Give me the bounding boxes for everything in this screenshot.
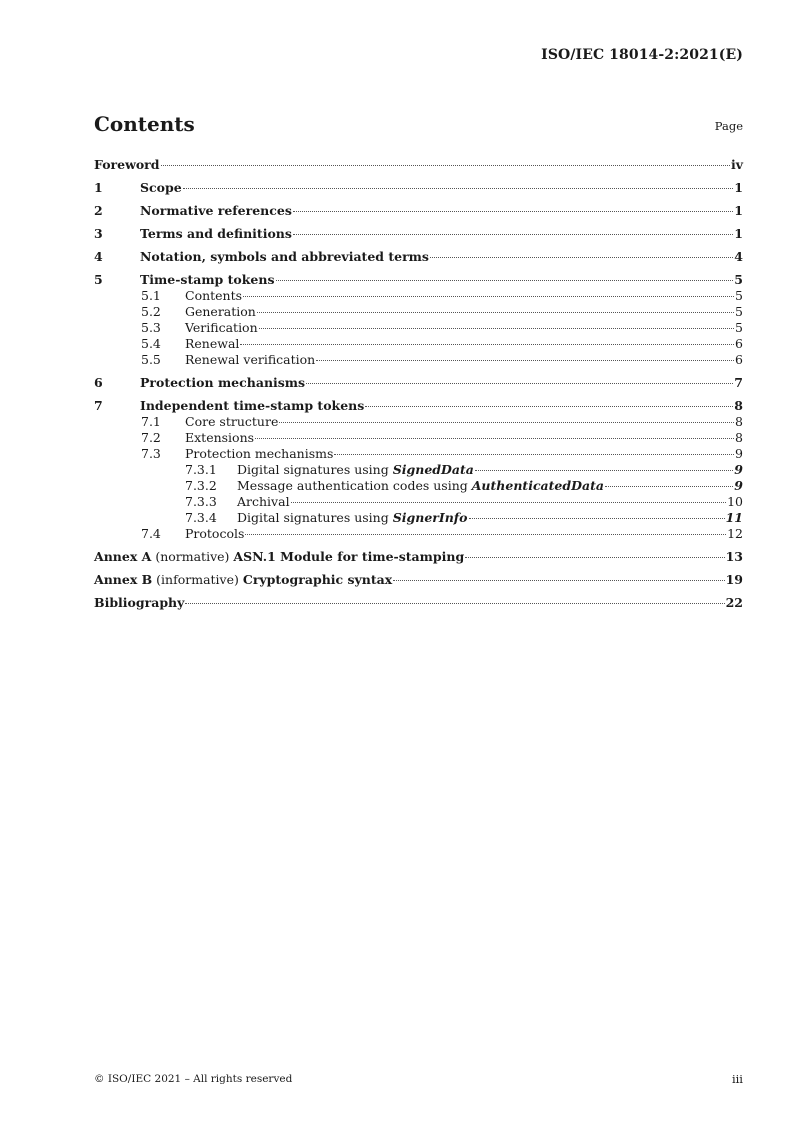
toc-entry-page: 5 bbox=[735, 304, 743, 319]
toc-entry-page: 13 bbox=[725, 549, 743, 564]
toc-entry-page: 5 bbox=[734, 272, 743, 287]
toc-entry-number: 5.5 bbox=[141, 352, 161, 367]
dot-leader bbox=[259, 328, 734, 329]
toc-entry-title: Extensions bbox=[185, 430, 255, 445]
toc-entry-3[interactable] bbox=[94, 226, 743, 242]
toc-entry-page: 11 bbox=[725, 510, 743, 525]
dot-leader bbox=[183, 188, 734, 189]
annex-label: Annex A bbox=[94, 549, 152, 564]
toc-entry-page: 10 bbox=[727, 494, 743, 509]
dot-leader bbox=[465, 557, 724, 558]
toc-entry-number: 5.4 bbox=[141, 336, 161, 351]
toc-entry-number: 1 bbox=[94, 180, 103, 195]
copyright-footer: © ISO/IEC 2021 – All rights reserved bbox=[94, 1073, 293, 1085]
toc-entry-page: 5 bbox=[735, 320, 743, 335]
toc-entry-page: 1 bbox=[734, 180, 743, 195]
toc-entry-page: 1 bbox=[734, 226, 743, 241]
toc-entry-number: 7.4 bbox=[141, 526, 161, 541]
dot-leader bbox=[245, 534, 726, 535]
toc-entry-page: 9 bbox=[735, 446, 743, 461]
toc-entry-page: 6 bbox=[735, 336, 743, 351]
toc-entry-title: Digital signatures using SignerInfo bbox=[237, 510, 468, 525]
toc-entry-page: 19 bbox=[725, 572, 743, 587]
toc-entry-annex-b[interactable] bbox=[94, 572, 743, 588]
toc-entry-title bbox=[94, 572, 392, 588]
toc-entry-5[interactable] bbox=[94, 272, 743, 288]
document-id-header: ISO/IEC 18014-2:2021(E) bbox=[541, 47, 743, 63]
dot-leader bbox=[276, 280, 734, 281]
toc-entry-page: 9 bbox=[734, 478, 743, 493]
toc-entry-title: Message authentication codes using AuthenticatedData bbox=[237, 478, 604, 493]
toc-entry-title: Verification bbox=[185, 320, 258, 335]
toc-entry-page: iv bbox=[730, 157, 743, 172]
toc-entry-title-emphasis: SignedData bbox=[392, 462, 474, 477]
dot-leader bbox=[316, 360, 734, 361]
toc-entry-7-2[interactable] bbox=[94, 430, 743, 446]
toc-entry-title-emphasis: SignerInfo bbox=[392, 510, 468, 525]
dot-leader bbox=[255, 438, 734, 439]
toc-entry-6[interactable] bbox=[94, 375, 743, 391]
dot-leader bbox=[293, 234, 733, 235]
toc-entry-page: 1 bbox=[734, 203, 743, 218]
toc-entry-page: 8 bbox=[735, 414, 743, 429]
dot-leader bbox=[291, 502, 727, 503]
toc-entry-number: 6 bbox=[94, 375, 103, 390]
toc-entry-title: Bibliography bbox=[94, 595, 185, 610]
toc-entry-1[interactable] bbox=[94, 180, 743, 196]
toc-entry-title: Archival bbox=[237, 494, 290, 509]
dot-leader bbox=[240, 344, 734, 345]
contents-title: Contents bbox=[94, 112, 195, 136]
toc-entry-title: Independent time-stamp tokens bbox=[140, 398, 365, 413]
toc-entry-title: Renewal verification bbox=[185, 352, 316, 367]
toc-entry-title: Normative references bbox=[140, 203, 292, 218]
dot-leader bbox=[334, 454, 734, 455]
toc-entry-title: Terms and definitions bbox=[140, 226, 292, 241]
toc-entry-title: Digital signatures using SignedData bbox=[237, 462, 474, 477]
toc-entry-bibliography[interactable] bbox=[94, 595, 743, 611]
toc-entry-7-1[interactable] bbox=[94, 414, 743, 430]
toc-entry-number: 7.1 bbox=[141, 414, 161, 429]
toc-entry-title: Time-stamp tokens bbox=[140, 272, 275, 287]
toc-entry-title: Foreword bbox=[94, 157, 160, 172]
toc-entry-number: 2 bbox=[94, 203, 103, 218]
toc-entry-title: Renewal bbox=[185, 336, 240, 351]
table-of-contents bbox=[94, 157, 743, 611]
toc-entry-4[interactable] bbox=[94, 249, 743, 265]
dot-leader bbox=[469, 518, 725, 519]
toc-entry-page: 4 bbox=[734, 249, 743, 264]
page-number: iii bbox=[731, 1072, 743, 1086]
toc-entry-number: 5 bbox=[94, 272, 103, 287]
toc-entry-7-3-1[interactable] bbox=[94, 462, 743, 478]
page-column-label: Page bbox=[714, 119, 743, 133]
toc-entry-foreword[interactable] bbox=[94, 157, 743, 173]
toc-entry-number: 7.2 bbox=[141, 430, 161, 445]
toc-entry-title: Protocols bbox=[185, 526, 245, 541]
toc-entry-number: 4 bbox=[94, 249, 103, 264]
toc-entry-number: 5.1 bbox=[141, 288, 161, 303]
toc-entry-7-3-3[interactable] bbox=[94, 494, 743, 510]
dot-leader bbox=[293, 211, 733, 212]
toc-entry-number: 5.2 bbox=[141, 304, 161, 319]
toc-entry-title: Generation bbox=[185, 304, 256, 319]
toc-entry-5-3[interactable] bbox=[94, 320, 743, 336]
toc-entry-title bbox=[94, 549, 464, 565]
toc-entry-7-3[interactable] bbox=[94, 446, 743, 462]
dot-leader bbox=[430, 257, 733, 258]
toc-entry-7[interactable] bbox=[94, 398, 743, 414]
toc-entry-7-3-2[interactable] bbox=[94, 478, 743, 494]
toc-entry-page: 12 bbox=[727, 526, 743, 541]
dot-leader bbox=[393, 580, 724, 581]
dot-leader bbox=[257, 312, 734, 313]
annex-label: Annex B bbox=[94, 572, 153, 587]
dot-leader bbox=[279, 422, 734, 423]
toc-entry-number: 7.3 bbox=[141, 446, 161, 461]
dot-leader bbox=[161, 165, 730, 166]
toc-entry-number: 5.3 bbox=[141, 320, 161, 335]
dot-leader bbox=[365, 406, 733, 407]
toc-entry-title: Protection mechanisms bbox=[185, 446, 334, 461]
toc-entry-page: 9 bbox=[734, 462, 743, 477]
toc-entry-5-2[interactable] bbox=[94, 304, 743, 320]
toc-entry-title-emphasis: AuthenticatedData bbox=[471, 478, 604, 493]
toc-entry-number: 7.3.4 bbox=[185, 510, 217, 525]
toc-entry-page: 22 bbox=[725, 595, 743, 610]
toc-entry-title: Scope bbox=[140, 180, 182, 195]
toc-entry-page: 8 bbox=[735, 430, 743, 445]
annex-title: ASN.1 Module for time-stamping bbox=[233, 549, 465, 564]
annex-qualifier: (normative) bbox=[151, 549, 234, 564]
toc-entry-page: 8 bbox=[734, 398, 743, 413]
toc-entry-number: 3 bbox=[94, 226, 103, 241]
toc-entry-title: Protection mechanisms bbox=[140, 375, 306, 390]
toc-entry-title: Core structure bbox=[185, 414, 279, 429]
toc-entry-page: 7 bbox=[734, 375, 743, 390]
dot-leader bbox=[475, 470, 733, 471]
toc-entry-number: 7 bbox=[94, 398, 103, 413]
annex-qualifier: (informative) bbox=[152, 572, 243, 587]
toc-entry-annex-a[interactable] bbox=[94, 549, 743, 565]
toc-entry-number: 7.3.2 bbox=[185, 478, 217, 493]
toc-entry-2[interactable] bbox=[94, 203, 743, 219]
toc-entry-5-1[interactable] bbox=[94, 288, 743, 304]
toc-entry-7-4[interactable] bbox=[94, 526, 743, 542]
dot-leader bbox=[306, 383, 733, 384]
toc-entry-7-3-4[interactable] bbox=[94, 510, 743, 526]
toc-entry-page: 5 bbox=[735, 288, 743, 303]
toc-entry-5-4[interactable] bbox=[94, 336, 743, 352]
toc-entry-number: 7.3.1 bbox=[185, 462, 217, 477]
dot-leader bbox=[605, 486, 733, 487]
toc-entry-5-5[interactable] bbox=[94, 352, 743, 368]
toc-entry-number: 7.3.3 bbox=[185, 494, 217, 509]
annex-title: Cryptographic syntax bbox=[242, 572, 393, 587]
toc-entry-title: Contents bbox=[185, 288, 243, 303]
toc-entry-title: Notation, symbols and abbreviated terms bbox=[140, 249, 429, 264]
toc-entry-page: 6 bbox=[735, 352, 743, 367]
dot-leader bbox=[243, 296, 734, 297]
dot-leader bbox=[185, 603, 724, 604]
